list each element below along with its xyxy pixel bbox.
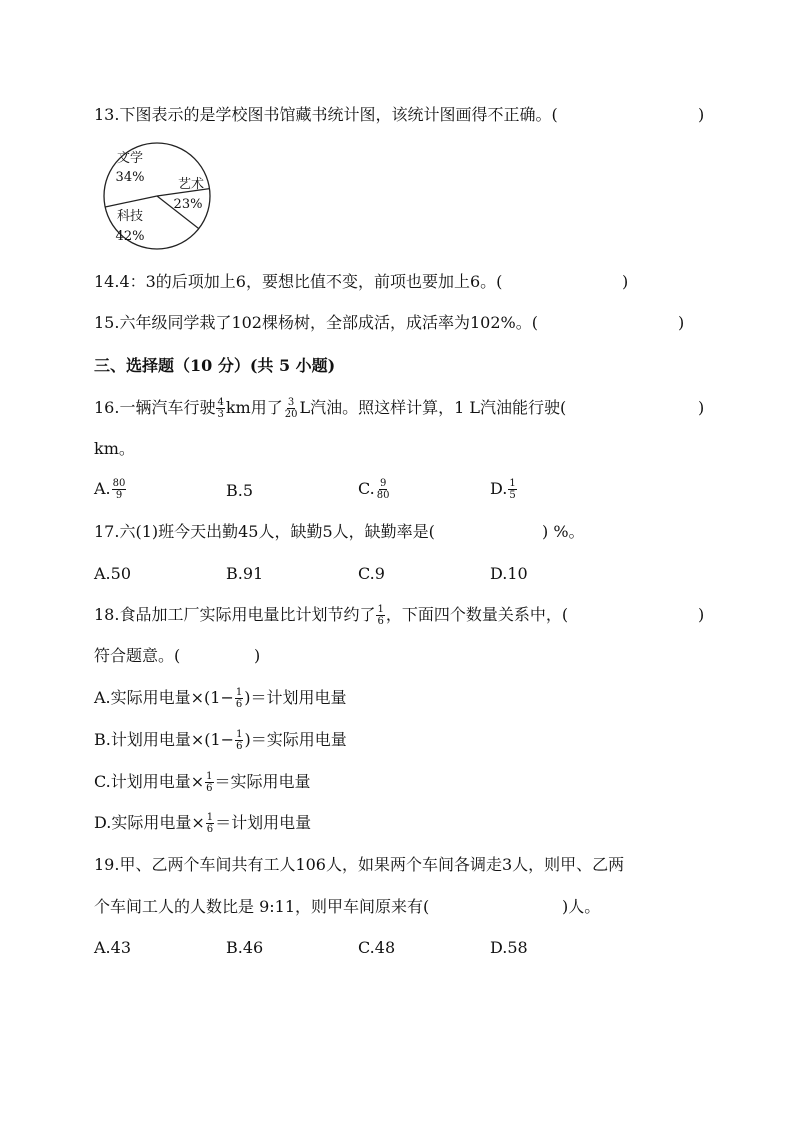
option-18-d[interactable]: D.实际用电量× $\frac{1}{6}$ ＝计划用电量 (94, 812, 312, 835)
slice-label-1: 艺术 (177, 177, 205, 192)
answer-paren-18: ) (698, 605, 705, 624)
option-16-a[interactable]: A. $\frac{80}{9}$ (94, 478, 126, 501)
question-17-text: 17.六(1)班今天出勤45人，缺勤5人，缺勤率是( (94, 522, 435, 541)
fraction-4-3: $\frac{4}{3}$ (217, 397, 224, 420)
section-title: 三、选择题（10 分）(共 5 小题) (94, 356, 336, 375)
answer-paren-17: ) %。 (542, 522, 585, 541)
slice-value-1: 23% (173, 197, 203, 212)
pie-chart (100, 140, 214, 252)
slice-label-2: 科技 (116, 209, 144, 224)
question-16-line2: km。 (94, 439, 135, 458)
answer-paren-18b: ) (254, 646, 261, 665)
fraction-3-20: $\frac{3}{20}$ (284, 397, 298, 420)
option-18-c[interactable]: C.计划用电量× $\frac{1}{6}$ ＝实际用电量 (94, 771, 311, 794)
answer-paren-16: ) (698, 398, 705, 417)
question-17 (94, 521, 435, 543)
slice-value-0: 34% (115, 170, 145, 185)
question-18-line2: 符合题意。( (94, 646, 181, 665)
option-18-a[interactable]: A.实际用电量×(1− $\frac{1}{6}$ )＝计划用电量 (94, 687, 347, 710)
slice-value-2: 42% (115, 229, 145, 244)
fraction-1-6: $\frac{1}{6}$ (377, 604, 384, 627)
option-18-b[interactable]: B.计划用电量×(1− $\frac{1}{6}$ )＝实际用电量 (94, 729, 347, 752)
answer-paren-15: ) (678, 313, 685, 332)
option-16-c[interactable]: C. $\frac{9}{80}$ (358, 478, 390, 501)
question-13-text: 13.下图表示的是学校图书馆藏书统计图，该统计图画得不正确。( (94, 105, 558, 124)
question-13 (94, 104, 558, 126)
answer-paren-13: ) (698, 105, 705, 124)
option-19-a[interactable]: A.43 (94, 938, 131, 957)
slice-label-0: 文学 (116, 151, 144, 166)
question-14-text: 14.4：3的后项加上6，要想比值不变，前项也要加上6。( (94, 272, 503, 291)
option-19-b[interactable]: B.46 (226, 938, 264, 957)
question-16-prefix: 16.一辆汽车行驶 (94, 398, 216, 417)
question-15 (94, 312, 538, 334)
option-17-c[interactable]: C.9 (358, 564, 385, 583)
option-16-d[interactable]: D. $\frac{1}{5}$ (490, 478, 516, 501)
option-19-d[interactable]: D.58 (490, 938, 528, 957)
option-19-c[interactable]: C.48 (358, 938, 396, 957)
answer-paren-14: ) (622, 272, 629, 291)
answer-paren-19: )人。 (562, 897, 601, 916)
option-17-d[interactable]: D.10 (490, 564, 528, 583)
question-15-text: 15.六年级同学栽了102棵杨树，全部成活，成活率为102%。( (94, 313, 538, 332)
question-14 (94, 271, 502, 293)
question-18: 18.食品加工厂实际用电量比计划节约了 $\frac{1}{6}$ ，下面四个数量关系中，( (94, 604, 569, 627)
option-17-b[interactable]: B.91 (226, 564, 264, 583)
option-16-b[interactable]: B.5 (226, 481, 254, 500)
question-19-line2: 个车间工人的人数比是 9:11，则甲车间原来有( (94, 897, 430, 916)
question-16: 16.一辆汽车行驶 $\frac{4}{3}$ km用了 $\frac{3}{20}$ L汽油。照这样计算，1 L汽油能行驶( (94, 397, 567, 420)
option-17-a[interactable]: A.50 (94, 564, 131, 583)
question-19: 19.甲、乙两个车间共有工人106人，如果两个车间各调走3人，则甲、乙两 (94, 855, 625, 874)
